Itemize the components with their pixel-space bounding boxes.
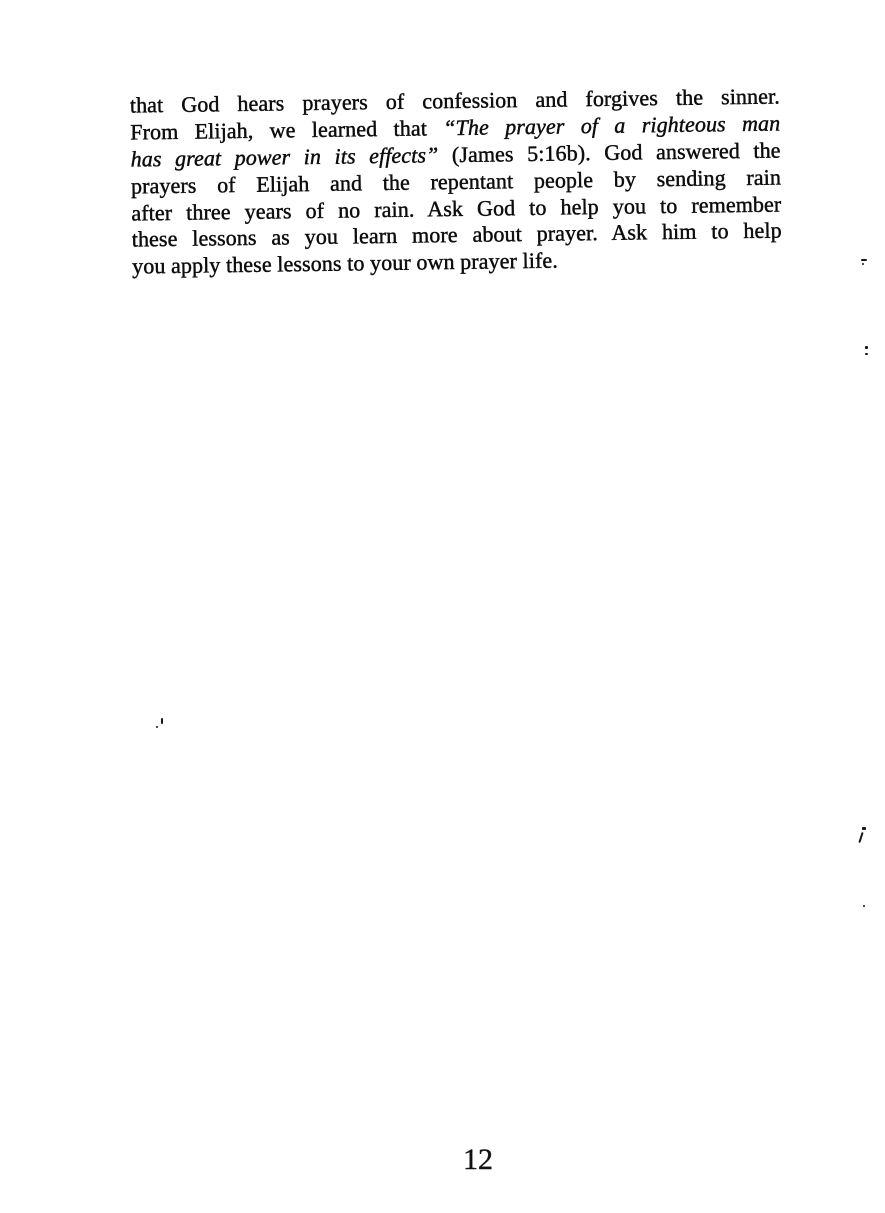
text-run-italic: “The prayer of a righteous man [443, 110, 781, 141]
scan-speck [861, 259, 867, 261]
text-run: From Elijah, we learned that [130, 115, 444, 145]
scan-speck [865, 346, 868, 349]
page-number: 12 [463, 1143, 493, 1176]
scan-speck [161, 718, 163, 724]
scan-speck [858, 832, 863, 843]
text-run: after three years of no rain. Ask God to help you to remember [131, 191, 782, 226]
text-run: prayers of Elijah and the repentant people by sending rain [130, 164, 782, 199]
text-run: these lessons as you learn more about prayer. Ask him to help [131, 217, 782, 252]
text-run: you apply these lessons to your own prayer life. [131, 247, 559, 279]
scan-speck [865, 353, 868, 355]
text-run: (James 5:16b). God answered the [438, 137, 781, 168]
scan-speck [156, 726, 158, 728]
body-paragraph [130, 83, 783, 280]
scan-speck [863, 905, 865, 907]
scan-speck [862, 827, 866, 830]
text-run-italic: has great power in its effects” [130, 142, 439, 172]
scan-speck [862, 263, 864, 265]
text-run: that God hears prayers of confession and forgives the sinner. [129, 83, 781, 118]
